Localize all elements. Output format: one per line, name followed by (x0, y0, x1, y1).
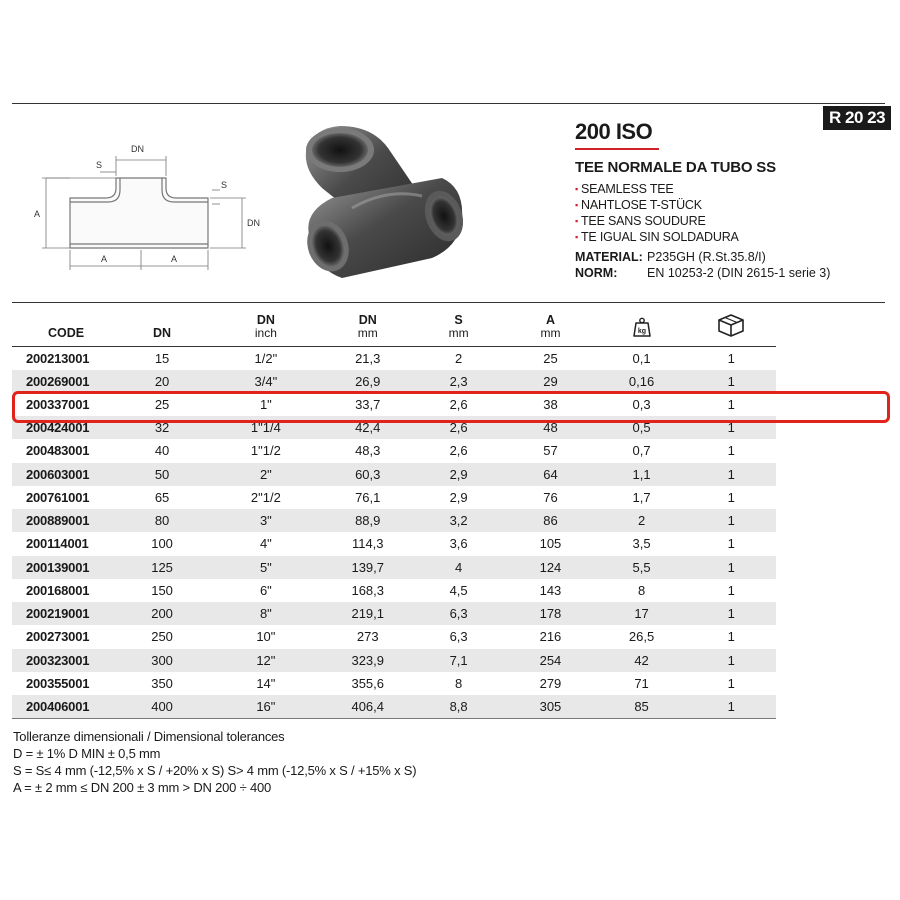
cell-dn-mm: 323,9 (323, 649, 413, 672)
table-row (12, 532, 776, 555)
cell-s: 3,6 (449, 536, 468, 552)
cell-a: 57 (543, 443, 558, 459)
cell-code: 200603001 (12, 463, 115, 486)
cell-code: 200273001 (26, 629, 90, 645)
cell-weight: 17 (597, 602, 687, 625)
table-row (12, 509, 776, 532)
cell-weight: 0,3 (632, 396, 651, 412)
table-row (12, 370, 776, 393)
cell-dn-mm: 21,3 (355, 350, 381, 366)
table-row (12, 625, 776, 648)
cell-weight: 71 (634, 675, 649, 691)
cell-weight: 0,1 (632, 350, 651, 366)
table-row (12, 579, 776, 602)
cell-a: 178 (504, 602, 596, 625)
cell-dn: 100 (151, 536, 173, 552)
cell-a: 305 (504, 695, 596, 719)
cell-a: 124 (504, 556, 596, 579)
tolerances-title: Tolleranze dimensionali / Dimensional tolerances (13, 729, 285, 744)
cell-weight: 42 (597, 649, 687, 672)
cell-a: 25 (543, 350, 558, 366)
cell-code: 200483001 (26, 443, 90, 459)
cell-a: 143 (539, 582, 562, 598)
table-header-row (12, 306, 776, 346)
series-underline (575, 148, 659, 150)
dim-label-a-bottom-right: A (171, 254, 178, 264)
table-row (12, 463, 776, 486)
table-row (12, 649, 776, 672)
cell-s: 2,9 (413, 463, 504, 486)
product-table (12, 306, 776, 719)
cell-package: 1 (687, 695, 777, 719)
cell-weight: 2 (597, 509, 687, 532)
col-header-s (413, 306, 504, 346)
table-top-divider (12, 302, 885, 303)
highlighted-row-outline (12, 391, 890, 423)
cell-dn-inch: 3" (209, 509, 322, 532)
col-header-a-unit: mm (540, 325, 561, 340)
series-badge: R 20 23 (823, 106, 891, 130)
table-row (12, 556, 776, 579)
cell-dn: 20 (115, 370, 209, 393)
cell-dn-inch: 6" (259, 582, 272, 598)
col-header-a (504, 306, 596, 346)
cell-code: 200139001 (12, 556, 115, 579)
cell-code: 200114001 (26, 536, 89, 552)
tolerance-s: S = S≤ 4 mm (-12,5% x S / +20% x S) S> 4 mm (-12,5% x S / +15% x S) (13, 763, 417, 778)
cell-s: 2 (454, 350, 463, 366)
cell-weight: 0,5 (597, 416, 687, 439)
cell-package: 1 (727, 536, 735, 552)
cell-dn: 40 (154, 443, 170, 459)
cell-code: 200323001 (12, 649, 115, 672)
product-header (575, 118, 875, 281)
tee-dimension-diagram (28, 138, 278, 278)
cell-dn: 350 (151, 675, 173, 691)
cell-s: 8 (454, 675, 463, 691)
cell-dn-mm: 33,7 (355, 396, 381, 412)
cell-dn: 300 (115, 649, 209, 672)
cell-code: 200213001 (26, 350, 90, 366)
cell-s: 4 (413, 556, 504, 579)
cell-dn: 25 (154, 396, 170, 412)
cell-dn-mm: 42,4 (323, 416, 413, 439)
cell-code: 200889001 (12, 509, 115, 532)
cell-package: 1 (687, 602, 777, 625)
cell-s: 3,2 (413, 509, 504, 532)
cell-weight: 5,5 (597, 556, 687, 579)
cell-code: 200269001 (12, 370, 115, 393)
table-row (12, 486, 776, 509)
norm-value: EN 10253-2 (DIN 2615-1 serie 3) (647, 266, 831, 280)
cell-s: 2,3 (413, 370, 504, 393)
cell-package: 1 (687, 509, 777, 532)
tolerance-a: A = ± 2 mm ≤ DN 200 ± 3 mm > DN 200 ÷ 400 (13, 780, 272, 795)
cell-package: 1 (687, 370, 777, 393)
cell-s: 2,6 (413, 416, 504, 439)
cell-code: 200406001 (12, 695, 115, 719)
cell-dn-mm: 139,7 (323, 556, 413, 579)
dim-label-a-bottom-left: A (101, 254, 108, 264)
cell-dn-inch: 1/2" (254, 350, 278, 366)
cell-dn-mm: 273 (356, 629, 379, 645)
cell-s: 7,1 (413, 649, 504, 672)
dim-label-s-right: S (221, 180, 228, 190)
col-header-s-label: S (454, 312, 463, 327)
cell-package: 1 (687, 556, 777, 579)
cell-dn-inch: 4" (259, 536, 272, 552)
cell-weight: 85 (597, 695, 687, 719)
package-box-icon (715, 313, 747, 337)
product-name-en: ▪ SEAMLESS TEE (575, 181, 875, 197)
cell-dn: 400 (115, 695, 209, 719)
cell-dn-inch: 3/4" (209, 370, 322, 393)
product-name-de: ▪ NAHTLOSE T-STÜCK (575, 197, 875, 213)
cell-dn-inch: 10" (256, 629, 276, 645)
cell-dn-mm: 114,3 (351, 536, 384, 552)
cell-package: 1 (727, 629, 735, 645)
table-row (12, 695, 776, 719)
cell-dn-inch: 2" (209, 463, 322, 486)
col-header-dn-mm-label: DN (358, 312, 377, 327)
cell-package: 1 (727, 489, 735, 505)
col-header-a-label: A (545, 312, 555, 327)
cell-dn-mm: 26,9 (323, 370, 413, 393)
cell-s: 6,3 (413, 602, 504, 625)
cell-s: 2,9 (449, 489, 468, 505)
cell-dn: 250 (151, 629, 173, 645)
kg-weight-icon (633, 317, 651, 337)
series-code: 200 ISO (575, 119, 653, 144)
cell-s: 2,6 (449, 396, 468, 412)
cell-dn: 125 (115, 556, 209, 579)
cell-a: 105 (539, 536, 562, 552)
cell-package: 1 (727, 582, 735, 598)
cell-dn-mm: 60,3 (323, 463, 413, 486)
cell-s: 6,3 (449, 629, 468, 645)
cell-a: 29 (504, 370, 596, 393)
col-header-weight (597, 306, 687, 346)
table-row (12, 439, 776, 462)
cell-package: 1 (687, 463, 777, 486)
norm-label: NORM: (575, 266, 618, 280)
cell-dn-mm: 48,3 (355, 443, 381, 459)
cell-dn-inch: 1"1/2 (250, 443, 281, 459)
cell-weight: 1,7 (632, 489, 651, 505)
product-name-es: ▪ TE IGUAL SIN SOLDADURA (575, 229, 875, 245)
cell-a: 76 (543, 489, 558, 505)
tee-product-image (292, 118, 472, 288)
product-name-fr: ▪ TEE SANS SOUDURE (575, 213, 875, 229)
cell-s: 2,6 (449, 443, 468, 459)
cell-dn-inch: 5" (209, 556, 322, 579)
cell-package: 1 (687, 649, 777, 672)
col-header-dn-inch (209, 306, 322, 346)
cell-dn-mm: 355,6 (351, 675, 385, 691)
cell-code: 200168001 (26, 582, 90, 598)
cell-a: 216 (539, 629, 562, 645)
cell-package: 1 (727, 350, 735, 366)
col-header-dn-inch-label: DN (256, 312, 275, 327)
col-header-dn: DN (115, 306, 209, 346)
dim-label-a-vertical: A (34, 209, 41, 219)
cell-s: 4,5 (449, 582, 468, 598)
col-header-s-unit: mm (448, 325, 469, 340)
cell-weight: 8 (637, 582, 646, 598)
dim-label-dn-right: DN (247, 218, 260, 228)
cell-a: 38 (543, 396, 558, 412)
cell-a: 279 (539, 675, 562, 691)
cell-a: 64 (504, 463, 596, 486)
col-header-dn-mm-unit: mm (357, 325, 378, 340)
cell-weight: 1,1 (597, 463, 687, 486)
product-names-list (575, 181, 875, 245)
cell-package: 1 (727, 675, 735, 691)
cell-dn-inch: 12" (209, 649, 322, 672)
cell-dn-inch: 16" (209, 695, 322, 719)
tolerance-d: D = ± 1% D MIN ± 0,5 mm (13, 746, 161, 761)
cell-code: 200761001 (26, 489, 90, 505)
table-row (12, 346, 776, 370)
cell-dn-inch: 8" (209, 602, 322, 625)
col-header-dn-mm (323, 306, 413, 346)
cell-dn-inch: 1" (259, 396, 272, 412)
product-title: TEE NORMALE DA TUBO SS (575, 159, 776, 176)
cell-dn-mm: 76,1 (355, 489, 381, 505)
cell-a: 254 (504, 649, 596, 672)
cell-weight: 26,5 (628, 629, 655, 645)
cell-dn: 15 (154, 350, 170, 366)
product-specs (575, 249, 875, 281)
col-header-code: CODE (12, 306, 115, 346)
table-row (12, 672, 776, 695)
material-label: MATERIAL: (575, 250, 643, 264)
cell-code: 200219001 (12, 602, 115, 625)
cell-dn-inch: 2"1/2 (250, 489, 281, 505)
cell-package: 1 (687, 416, 777, 439)
dim-label-dn-top: DN (131, 144, 144, 154)
col-header-package (687, 306, 777, 346)
cell-dn-mm: 88,9 (323, 509, 413, 532)
dim-label-s-left: S (96, 160, 103, 170)
cell-s: 8,8 (413, 695, 504, 719)
cell-dn: 65 (154, 489, 170, 505)
cell-dn: 32 (115, 416, 209, 439)
cell-a: 48 (504, 416, 596, 439)
cell-package: 1 (727, 443, 735, 459)
top-divider (12, 103, 885, 104)
cell-dn-inch: 1"1/4 (209, 416, 322, 439)
cell-code: 200424001 (12, 416, 115, 439)
material-value: P235GH (R.St.35.8/I) (647, 250, 766, 264)
cell-code: 200355001 (26, 675, 90, 691)
cell-weight: 0,16 (597, 370, 687, 393)
cell-dn: 50 (115, 463, 209, 486)
table-row (12, 602, 776, 625)
col-header-dn-inch-unit: inch (254, 325, 277, 340)
cell-dn: 80 (115, 509, 209, 532)
cell-dn: 150 (151, 582, 173, 598)
cell-package: 1 (727, 396, 735, 412)
cell-code: 200337001 (26, 396, 90, 412)
cell-dn-mm: 168,3 (351, 582, 385, 598)
cell-dn-inch: 14" (256, 675, 276, 691)
kg-icon-text: kg (637, 327, 646, 335)
cell-dn-mm: 406,4 (323, 695, 413, 719)
cell-dn: 200 (115, 602, 209, 625)
cell-weight: 3,5 (632, 536, 651, 552)
cell-weight: 0,7 (632, 443, 651, 459)
tolerances-notes (13, 728, 416, 796)
cell-dn-mm: 219,1 (323, 602, 413, 625)
cell-a: 86 (504, 509, 596, 532)
